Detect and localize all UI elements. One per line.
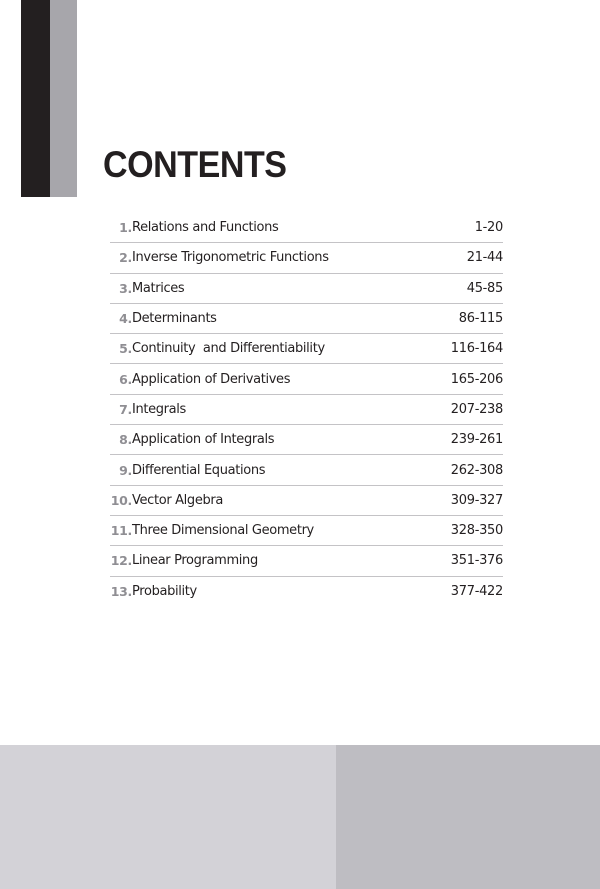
table-of-contents — [110, 213, 503, 606]
chapter-title[interactable]: Determinants — [132, 311, 217, 327]
toc-entry[interactable] — [110, 334, 503, 364]
toc-entry[interactable] — [110, 304, 503, 334]
chapter-number: 11. — [110, 523, 132, 539]
footer-band-dark — [336, 745, 600, 889]
page-range: 165-206 — [450, 371, 503, 387]
chapter-number: 7. — [119, 401, 132, 417]
page-range: 1-20 — [474, 220, 503, 236]
toc-entry[interactable] — [110, 213, 503, 243]
page-range: 116-164 — [450, 341, 503, 357]
chapter-number: 12. — [110, 553, 132, 569]
chapter-number: 10. — [110, 492, 132, 508]
toc-entry[interactable] — [110, 577, 503, 606]
chapter-title[interactable]: Linear Programming — [132, 553, 258, 569]
chapter-number: 1. — [119, 220, 132, 236]
page-range: 45-85 — [466, 280, 503, 296]
chapter-title[interactable]: Vector Algebra — [132, 492, 223, 508]
page-range: 351-376 — [450, 553, 503, 569]
toc-entry[interactable] — [110, 455, 503, 485]
chapter-title[interactable]: Three Dimensional Geometry — [132, 523, 314, 539]
chapter-number: 4. — [119, 311, 132, 327]
chapter-number: 5. — [119, 341, 132, 357]
toc-entry[interactable] — [110, 364, 503, 394]
chapter-title[interactable]: Differential Equations — [132, 462, 266, 478]
chapter-number: 2. — [119, 250, 132, 266]
chapter-title[interactable]: Matrices — [132, 280, 185, 296]
page-range: 262-308 — [450, 462, 503, 478]
toc-entry[interactable] — [110, 395, 503, 425]
chapter-title[interactable]: Application of Derivatives — [132, 371, 291, 387]
toc-entry[interactable] — [110, 274, 503, 304]
chapter-title[interactable]: Relations and Functions — [132, 220, 279, 236]
chapter-number: 8. — [119, 432, 132, 448]
page-range: 377-422 — [450, 583, 503, 599]
toc-entry[interactable] — [110, 486, 503, 516]
toc-entry[interactable] — [110, 546, 503, 576]
page-range: 328-350 — [450, 523, 503, 539]
chapter-title[interactable]: Integrals — [132, 401, 186, 417]
toc-entry[interactable] — [110, 243, 503, 273]
chapter-title[interactable]: Probability — [132, 583, 197, 599]
decorative-black-bar — [21, 0, 50, 197]
toc-entry[interactable] — [110, 516, 503, 546]
chapter-title[interactable]: Inverse Trigonometric Functions — [132, 250, 329, 266]
page-range: 207-238 — [450, 401, 503, 417]
chapter-title[interactable]: Application of Integrals — [132, 432, 275, 448]
toc-entry[interactable] — [110, 425, 503, 455]
chapter-number: 13. — [110, 583, 132, 599]
page-range: 86-115 — [458, 311, 503, 327]
chapter-number: 6. — [119, 371, 132, 387]
chapter-number: 9. — [119, 462, 132, 478]
footer-band-light — [0, 745, 336, 889]
page-title: CONTENTS — [103, 144, 287, 185]
page-range: 21-44 — [466, 250, 503, 266]
page-range: 239-261 — [450, 432, 503, 448]
chapter-number: 3. — [119, 280, 132, 296]
decorative-gray-bar — [50, 0, 77, 197]
page-range: 309-327 — [450, 492, 503, 508]
chapter-title[interactable]: Continuity and Differentiability — [132, 341, 325, 357]
